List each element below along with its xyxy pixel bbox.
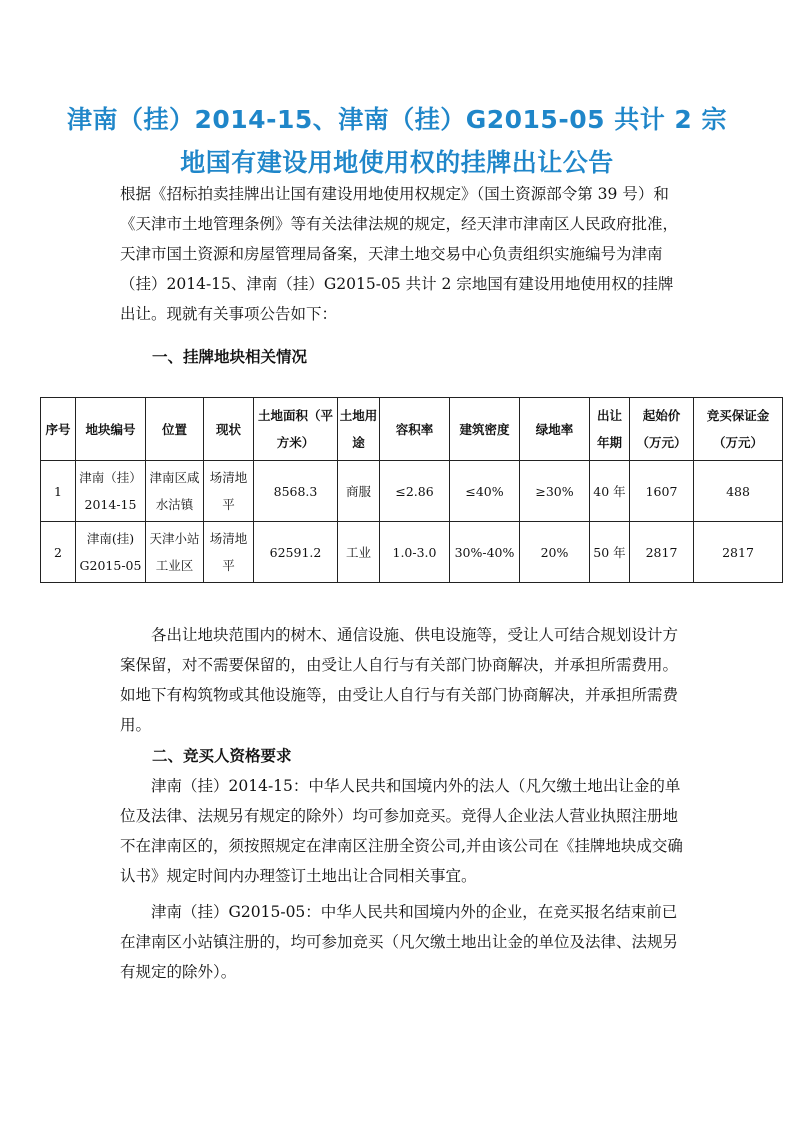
section-1-heading: 一、挂牌地块相关情况 — [152, 348, 308, 366]
cell-density: ≤40% — [450, 461, 520, 522]
intro-paragraph: 根据《招标拍卖挂牌出让国有建设用地使用权规定》（国土资源部令第 39 号）和《天津市土地管理条例》等有关法律法规的规定，经天津市津南区人民政府批准，天津市国土资源和房屋管理局备案，天津土地交易中心负责组织实施编号为津南（挂）2014-15、津南（挂）G2015-05 共计 2 宗地国有建设用地使用权的挂牌出让。现就有关事项公告如下： — [120, 185, 679, 323]
cell-area: 62591.2 — [254, 522, 338, 583]
cell-far: ≤2.86 — [380, 461, 450, 522]
cell-density: 30%-40% — [450, 522, 520, 583]
title-line-1: 津南（挂）2014-15、津南（挂）G2015-05 共计 2 宗 — [66, 105, 728, 134]
cell-area: 8568.3 — [254, 461, 338, 522]
header-status: 现状 — [204, 398, 254, 461]
cell-start-price: 1607 — [630, 461, 694, 522]
cell-no: 2 — [41, 522, 76, 583]
header-use: 土地用途 — [338, 398, 380, 461]
header-far: 容积率 — [380, 398, 450, 461]
cell-use: 商服 — [338, 461, 380, 522]
title-line-2: 地国有建设用地使用权的挂牌出让公告 — [180, 148, 614, 177]
table-header-row — [41, 398, 783, 461]
header-green: 绿地率 — [520, 398, 590, 461]
cell-code: 津南(挂) G2015-05 — [76, 522, 146, 583]
header-area: 土地面积（平方米） — [254, 398, 338, 461]
table-row — [41, 522, 783, 583]
cell-status: 场清地平 — [204, 522, 254, 583]
cell-term: 50 年 — [590, 522, 630, 583]
cell-term: 40 年 — [590, 461, 630, 522]
cell-status: 场清地平 — [204, 461, 254, 522]
header-location: 位置 — [146, 398, 204, 461]
header-no: 序号 — [41, 398, 76, 461]
land-parcel-table — [40, 397, 783, 583]
section-2-heading: 二、竞买人资格要求 — [152, 747, 292, 765]
cell-deposit: 2817 — [694, 522, 783, 583]
cell-green: ≥30% — [520, 461, 590, 522]
cell-far: 1.0-3.0 — [380, 522, 450, 583]
cell-code: 津南（挂）2014-15 — [76, 461, 146, 522]
header-code: 地块编号 — [76, 398, 146, 461]
cell-deposit: 488 — [694, 461, 783, 522]
cell-green: 20% — [520, 522, 590, 583]
cell-location: 天津小站工业区 — [146, 522, 204, 583]
header-deposit: 竞买保证金（万元） — [694, 398, 783, 461]
section-2-paragraph-1: 津南（挂）2014-15：中华人民共和国境内外的法人（凡欠缴土地出让金的单位及法律、法规另有规定的除外）均可参加竞买。竞得人企业法人营业执照注册地不在津南区的，须按照规定在津南区注册全资公司,并由该公司在《挂牌地块成交确认书》规定时间内办理签订土地出让合同相关事宜。 — [120, 777, 683, 885]
header-density: 建筑密度 — [450, 398, 520, 461]
header-start-price: 起始价（万元） — [630, 398, 694, 461]
cell-start-price: 2817 — [630, 522, 694, 583]
after-table-paragraph: 各出让地块范围内的树木、通信设施、供电设施等，受让人可结合规划设计方案保留，对不需要保留的，由受让人自行与有关部门协商解决，并承担所需费用。如地下有构筑物或其他设施等，由受让人自行与有关部门协商解决，并承担所需费用。 — [120, 626, 679, 734]
cell-no: 1 — [41, 461, 76, 522]
cell-location: 津南区咸水沽镇 — [146, 461, 204, 522]
table-row — [41, 461, 783, 522]
header-term: 出让年期 — [590, 398, 630, 461]
section-2-paragraph-2: 津南（挂）G2015-05：中华人民共和国境内外的企业，在竞买报名结束前已在津南区小站镇注册的，均可参加竞买（凡欠缴土地出让金的单位及法律、法规另有规定的除外）。 — [120, 903, 679, 981]
cell-use: 工业 — [338, 522, 380, 583]
